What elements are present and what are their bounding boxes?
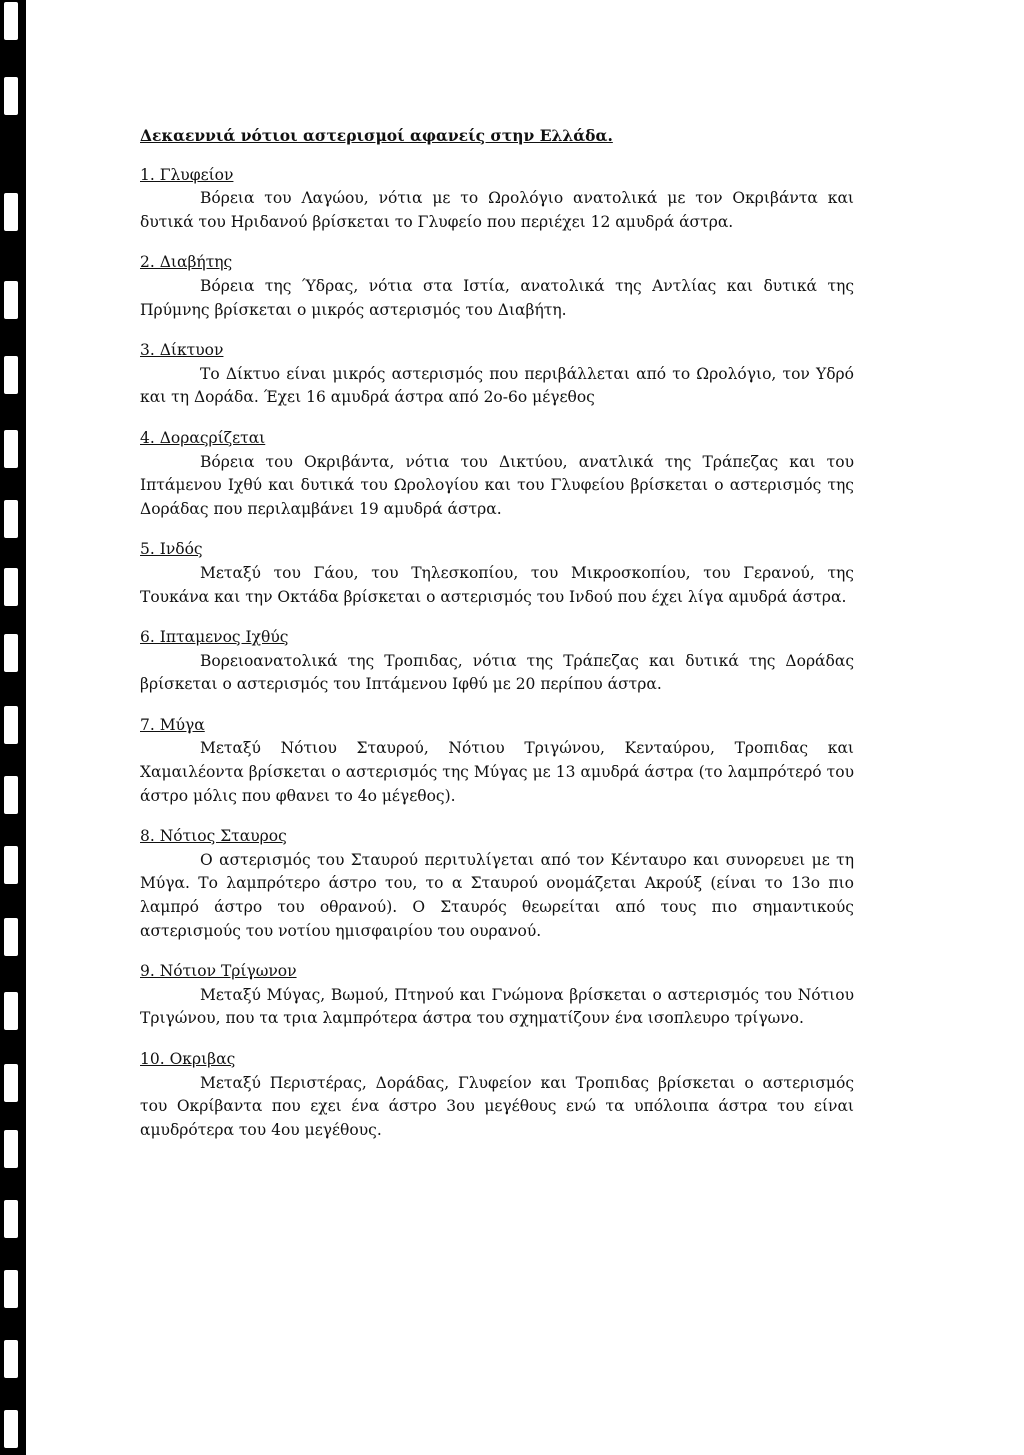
section-body: Ο αστερισμός του Σταυρού περιτυλίγεται από τον Κένταυρο και συνορευει με τη Μύγα. Το λαμπρότερο άστρο του, το α Σταυρού ονομάζεται Ακρούξ (είναι το 13ο πιο λαμπρό άστρο του οθρανού). Ο Σταυρός θεωρείται από τους πιο σημαντικούς αστερισμούς του νοτίου ημισφαιρίου του ουρανού. (140, 850, 854, 940)
sprocket-hole (4, 1340, 18, 1378)
section-heading: 5. Ινδός (140, 540, 203, 559)
section-heading: 7. Μύγα (140, 715, 205, 734)
sprocket-hole (4, 193, 18, 231)
section-body: Βόρεια του Λαγώου, νότια με το Ωρολόγιο ανατολικά με τον Οκριβάντα και δυτικά του Ηριδανού βρίσκεται το Γλυφείο που περιέχει 12 αμυδρά άστρα. (140, 189, 854, 231)
sprocket-hole (4, 430, 18, 468)
section-heading: 10. Οκριβας (140, 1050, 236, 1068)
section-body: Μεταξύ Μύγας, Βωμού, Πτηνού και Γνώμονα βρίσκεται ο αστερισμός του Νότιου Τριγώνου, που τα τρια λαμπρότερα άστρα του σχηματίζουν ένα ισοπλευρο τρίγωνο. (140, 985, 854, 1028)
section-notion-trigonon (140, 960, 854, 1031)
sprocket-hole (4, 634, 18, 672)
section-body: Βόρεια του Οκριβάντα, νότια του Δικτύου, ανατλικά της Τράπεζας και του Ιπτάμενου Ιχθύ και δυτικά του Ωρολογίου και του Γλυφείου βρίσκεται ο αστερισμός της Δοράδας που περιλαμβάνει 19 αμυδρά άστρα. (140, 452, 854, 518)
sprocket-hole (4, 1130, 18, 1168)
section-body: Το Δίκτυο είναι μικρός αστερισμός που περιβάλλεται από το Ωρολόγιο, τον Υδρό και τη Δοράδα. Έχει 16 αμυδρά άστρα από 2ο-6ο μέγεθος (140, 364, 854, 407)
sprocket-hole (4, 706, 18, 744)
document-page (26, 0, 1024, 1455)
sprocket-hole (4, 2, 18, 40)
film-strip (0, 0, 26, 1455)
sprocket-hole (4, 1200, 18, 1238)
section-doras (140, 427, 854, 521)
section-heading: 9. Νότιον Τρίγωνον (140, 962, 297, 981)
sprocket-hole (4, 77, 18, 115)
section-myga (140, 714, 854, 808)
section-diavitis (140, 251, 854, 322)
sprocket-hole (4, 846, 18, 884)
sprocket-hole (4, 500, 18, 538)
sprocket-hole (4, 918, 18, 956)
sprocket-hole (4, 992, 18, 1030)
section-heading: 4. Δοραςρίζεται (140, 428, 266, 447)
section-iptamenos-ichthys (140, 626, 854, 697)
section-glyfeion (140, 164, 854, 235)
section-heading: 6. Ιπταμενος Ιχθύς (140, 628, 289, 647)
section-body: Βορειοανατολικά της Τροπιδας, νότια της Τράπεζας και δυτικά της Δοράδας βρίσκεται ο αστερισμός του Ιπτάμενου Ιφθύ με 20 περίπου άστρα. (140, 651, 854, 694)
sprocket-hole (4, 356, 18, 394)
section-heading: 8. Νότιος Σταυρος (140, 827, 287, 846)
section-body: Βόρεια της Ύδρας, νότια στα Ιστία, ανατολικά της Αντλίας και δυτικά της Πρύμνης βρίσκεται ο μικρός αστερισμός του Διαβήτη. (140, 276, 854, 319)
section-heading: 3. Δίκτυον (140, 341, 224, 360)
document-content (140, 124, 854, 1159)
section-notios-stavros (140, 825, 854, 943)
sprocket-hole (4, 776, 18, 814)
section-heading: 2. Διαβήτης (140, 253, 233, 272)
sprocket-hole (4, 1410, 18, 1448)
sprocket-hole (4, 568, 18, 606)
section-heading: 1. Γλυφείον (140, 165, 234, 184)
section-body: Μεταξύ Νότιου Σταυρού, Νότιου Τριγώνου, Κενταύρου, Τροπιδας και Χαμαιλέοντα βρίσκεται ο αστερισμός της Μύγας με 13 αμυδρά άστρα (το λαμπρότερό του άστρο μόλις που φθανει το 4ο μέγεθος). (140, 739, 854, 805)
section-body: Μεταξύ Περιστέρας, Δοράδας, Γλυφείον και Τροπιδας βρίσκεται ο αστερισμός του Οκρίβαντα που εχει ένα άστρο 3ου μεγέθους ενώ τα υπόλοιπα άστρα του είναι αμυδρότερα του 4ου μεγέθους. (140, 1073, 854, 1139)
sprocket-hole (4, 1270, 18, 1308)
document-title: Δεκαεννιά νότιοι αστερισμοί αφανείς στην Ελλάδα. (140, 126, 613, 145)
sprocket-hole (4, 1064, 18, 1102)
section-indos (140, 538, 854, 609)
section-diktyon (140, 339, 854, 410)
section-okrivas (140, 1048, 854, 1142)
section-body: Μεταξύ του Γάου, του Τηλεσκοπίου, του Μικροσκοπίου, του Γερανού, της Τουκάνα και την Οκτάδα βρίσκεται ο αστερισμός του Ινδού που έχει λίγα αμυδρά άστρα. (140, 563, 854, 606)
sprocket-hole (4, 281, 18, 319)
